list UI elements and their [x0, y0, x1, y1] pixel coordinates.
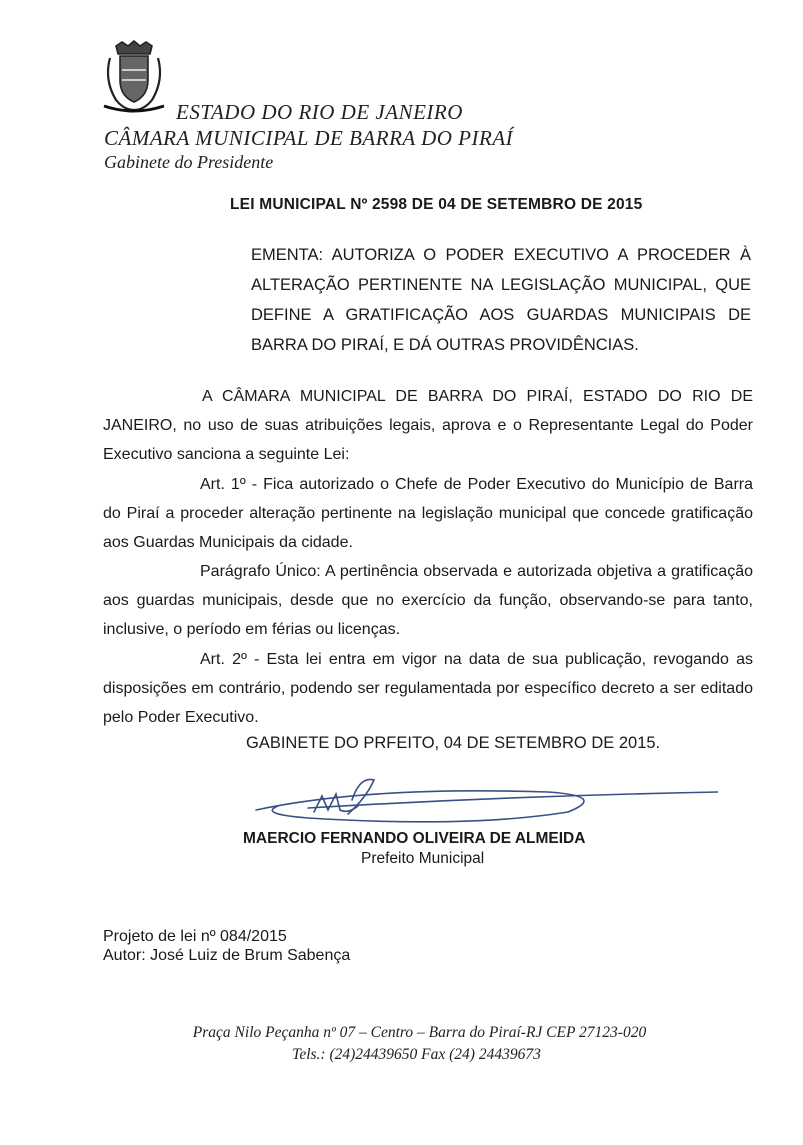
- paragraph-article-1: Art. 1º - Fica autorizado o Chefe de Poder Executivo do Município de Barra do Piraí a proceder alteração pertinente na legislação municipal que concede gratificação aos Guardas Municipais da cidade.: [103, 476, 753, 551]
- paragraph-article-2: Art. 2º - Esta lei entra em vigor na data de sua publicação, revogando as disposições em contrário, podendo ser regulamentada por específico decreto a ser editado pelo Poder Executivo.: [103, 651, 753, 726]
- footer-address: Praça Nilo Peçanha nº 07 – Centro – Barra do Piraí-RJ CEP 27123-020: [192, 1024, 647, 1041]
- signature-scribble: [248, 770, 718, 832]
- coat-of-arms-icon: [100, 40, 168, 114]
- header-chamber: CÂMARA MUNICIPAL DE BARRA DO PIRAÍ: [104, 126, 514, 150]
- ementa: EMENTA: AUTORIZA O PODER EXECUTIVO A PROCEDER À ALTERAÇÃO PERTINENTE NA LEGISLAÇÃO MUNICIPAL, QUE DEFINE A GRATIFICAÇÃO AOS GUARDAS MUNICIPAIS DE BARRA DO PIRAÍ, E DÁ OUTRAS PROVIDÊNCIAS.: [251, 246, 751, 354]
- paragraph-unico: Parágrafo Único: A pertinência observada e autorizada objetiva a gratificação aos guardas municipais, desde que no exercício da função, observando-se para tanto, inclusive, o período em férias ou licenças.: [103, 563, 753, 638]
- closing-line: GABINETE DO PRFEITO, 04 DE SETEMBRO DE 2015.: [246, 734, 661, 752]
- project-number: Projeto de lei nº 084/2015: [103, 928, 287, 945]
- law-title: LEI MUNICIPAL Nº 2598 DE 04 DE SETEMBRO DE 2015: [230, 196, 643, 213]
- project-author: Autor: José Luiz de Brum Sabença: [103, 947, 351, 964]
- header-state: ESTADO DO RIO DE JANEIRO: [176, 100, 463, 124]
- paragraph-intro: A CÂMARA MUNICIPAL DE BARRA DO PIRAÍ, ESTADO DO RIO DE JANEIRO, no uso de suas atribuições legais, aprova e o Representante Legal do Poder Executivo sanciona a seguinte Lei:: [103, 388, 753, 463]
- footer-phones: Tels.: (24)24439650 Fax (24) 24439673: [292, 1046, 541, 1063]
- project-info: [103, 927, 350, 965]
- signer-role: Prefeito Municipal: [361, 850, 485, 867]
- header-cabinet: Gabinete do Presidente: [104, 152, 274, 172]
- signer-name: MAERCIO FERNANDO OLIVEIRA DE ALMEIDA: [243, 830, 586, 847]
